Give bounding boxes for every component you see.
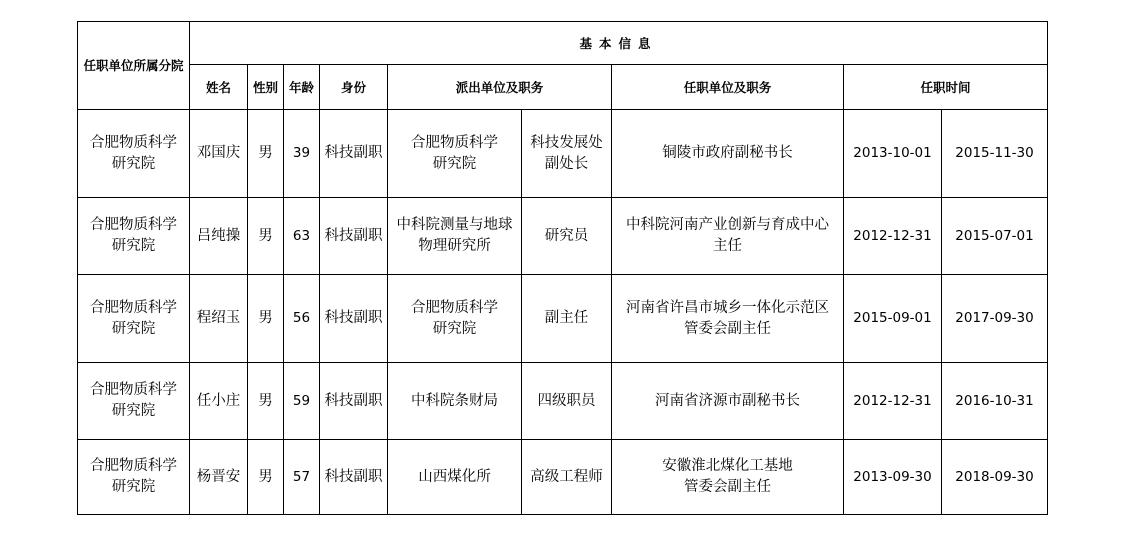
cell-dispatch-unit: 山西煤化所 — [388, 440, 522, 515]
cell-start-date: 2012-12-31 — [844, 198, 942, 275]
cell-gender: 男 — [248, 363, 284, 440]
table-row — [78, 440, 1048, 515]
cell-end-date: 2018-09-30 — [942, 440, 1048, 515]
cell-branch: 合肥物质科学 研究院 — [78, 440, 190, 515]
cell-identity: 科技副职 — [320, 440, 388, 515]
cell-identity: 科技副职 — [320, 110, 388, 198]
cell-branch: 合肥物质科学 研究院 — [78, 275, 190, 363]
cell-dispatch-title: 研究员 — [522, 198, 612, 275]
header-age: 年龄 — [284, 65, 320, 110]
header-row-top — [78, 22, 1048, 65]
cell-branch: 合肥物质科学 研究院 — [78, 198, 190, 275]
cell-identity: 科技副职 — [320, 198, 388, 275]
cell-post: 河南省济源市副秘书长 — [612, 363, 844, 440]
cell-name: 任小庄 — [190, 363, 248, 440]
header-gender: 性别 — [248, 65, 284, 110]
cell-gender: 男 — [248, 275, 284, 363]
cell-start-date: 2013-10-01 — [844, 110, 942, 198]
cell-name: 邓国庆 — [190, 110, 248, 198]
header-dispatch: 派出单位及职务 — [388, 65, 612, 110]
cell-end-date: 2017-09-30 — [942, 275, 1048, 363]
cell-name: 程绍玉 — [190, 275, 248, 363]
header-post: 任职单位及职务 — [612, 65, 844, 110]
cell-post: 中科院河南产业创新与育成中心 主任 — [612, 198, 844, 275]
header-basic-info: 基本信息 — [190, 22, 1048, 65]
cell-dispatch-title: 四级职员 — [522, 363, 612, 440]
header-tenure: 任职时间 — [844, 65, 1048, 110]
cell-start-date: 2015-09-01 — [844, 275, 942, 363]
cell-dispatch-unit: 合肥物质科学 研究院 — [388, 275, 522, 363]
header-row-columns — [78, 65, 1048, 110]
cell-post: 铜陵市政府副秘书长 — [612, 110, 844, 198]
cell-branch: 合肥物质科学 研究院 — [78, 363, 190, 440]
cell-end-date: 2015-07-01 — [942, 198, 1048, 275]
cell-age: 59 — [284, 363, 320, 440]
cell-dispatch-title: 高级工程师 — [522, 440, 612, 515]
table-row — [78, 110, 1048, 198]
cell-gender: 男 — [248, 440, 284, 515]
cell-end-date: 2015-11-30 — [942, 110, 1048, 198]
cell-branch: 合肥物质科学 研究院 — [78, 110, 190, 198]
cell-age: 39 — [284, 110, 320, 198]
cell-age: 57 — [284, 440, 320, 515]
table-row — [78, 363, 1048, 440]
table-row — [78, 275, 1048, 363]
cell-gender: 男 — [248, 110, 284, 198]
cell-end-date: 2016-10-31 — [942, 363, 1048, 440]
cell-dispatch-unit: 中科院测量与地球 物理研究所 — [388, 198, 522, 275]
cell-post: 河南省许昌市城乡一体化示范区 管委会副主任 — [612, 275, 844, 363]
cell-age: 63 — [284, 198, 320, 275]
cell-identity: 科技副职 — [320, 275, 388, 363]
cell-dispatch-unit: 合肥物质科学 研究院 — [388, 110, 522, 198]
table-row — [78, 198, 1048, 275]
cell-identity: 科技副职 — [320, 363, 388, 440]
cell-post: 安徽淮北煤化工基地 管委会副主任 — [612, 440, 844, 515]
header-name: 姓名 — [190, 65, 248, 110]
cell-age: 56 — [284, 275, 320, 363]
cell-name: 杨晋安 — [190, 440, 248, 515]
cell-dispatch-title: 副主任 — [522, 275, 612, 363]
cell-dispatch-unit: 中科院条财局 — [388, 363, 522, 440]
cell-dispatch-title: 科技发展处 副处长 — [522, 110, 612, 198]
cell-gender: 男 — [248, 198, 284, 275]
cell-start-date: 2013-09-30 — [844, 440, 942, 515]
header-branch: 任职单位所属分院 — [78, 22, 190, 110]
header-identity: 身份 — [320, 65, 388, 110]
cell-start-date: 2012-12-31 — [844, 363, 942, 440]
cell-name: 吕纯操 — [190, 198, 248, 275]
personnel-table — [77, 21, 1048, 515]
